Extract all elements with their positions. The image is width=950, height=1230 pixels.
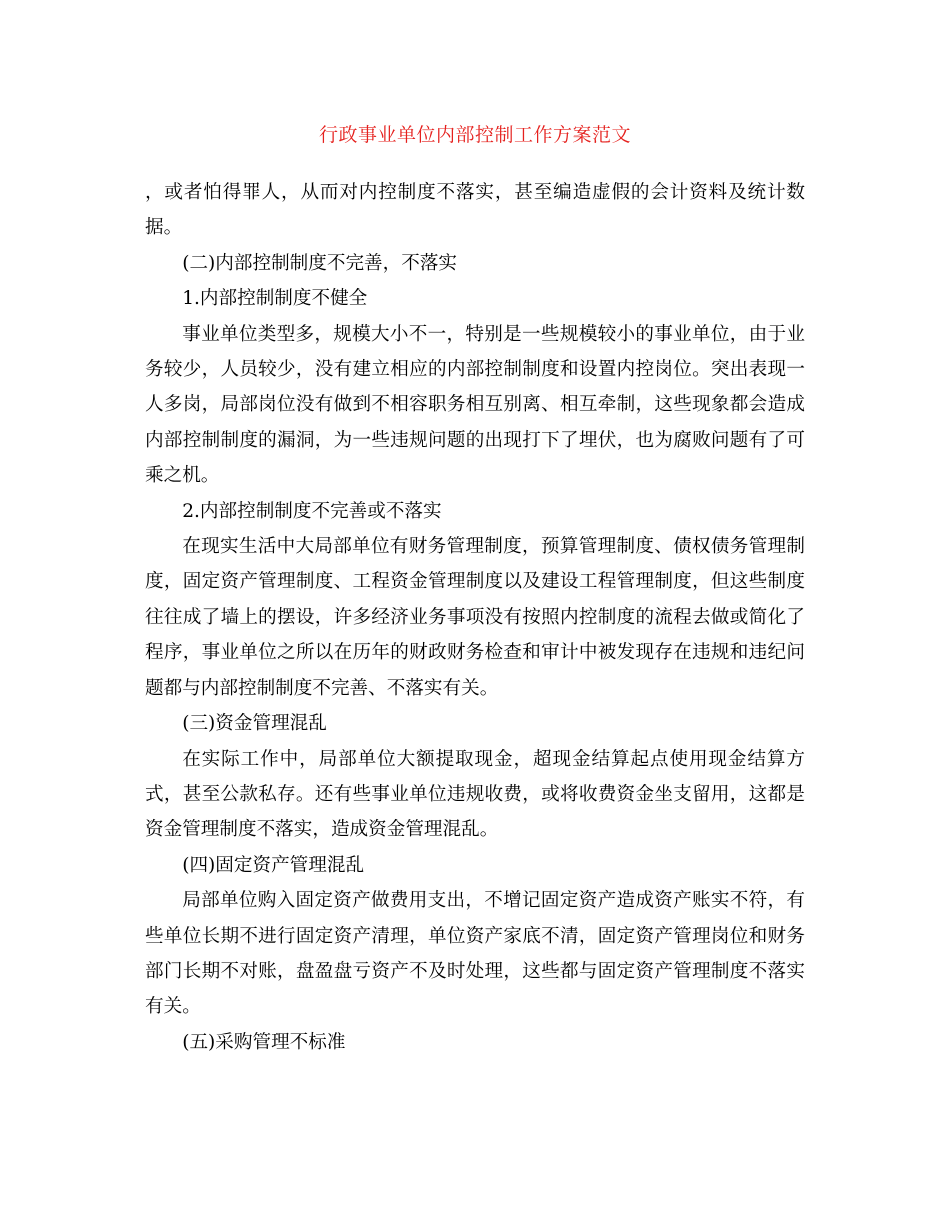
section-heading: (三)资金管理混乱 <box>182 713 327 735</box>
section-heading: (五)采购管理不标准 <box>182 1031 346 1053</box>
section-heading: 1.内部控制制度不健全 <box>182 288 368 310</box>
section-heading: (二)内部控制制度不完善，不落实 <box>182 252 458 274</box>
body-paragraph: 事业单位类型多，规模大小不一，特别是一些规模较小的事业单位，由于业务较少，人员较少，没有建立相应的内部控制制度和设置内控岗位。突出表现一人多岗，局部岗位没有做到不相容职务相互别离、相互牵制，这些现象都会造成内部控制制度的漏洞，为一些违规问题的出现打下了埋伏，也为腐败问题有了可乘之机。 <box>145 323 805 487</box>
body-paragraph: 在现实生活中大局部单位有财务管理制度，预算管理制度、债权债务管理制度，固定资产管理制度、工程资金管理制度以及建设工程管理制度，但这些制度往往成了墙上的摆设，许多经济业务事项没有按照内控制度的流程去做或简化了程序，事业单位之所以在历年的财政财务检查和审计中被发现存在违规和违纪问题都与内部控制制度不完善、不落实有关。 <box>145 536 805 699</box>
document-body <box>145 175 805 1060</box>
section-heading: 2.内部控制制度不完善或不落实 <box>182 500 442 522</box>
body-paragraph: ，或者怕得罪人，从而对内控制度不落实，甚至编造虚假的会计资料及统计数据。 <box>145 182 805 239</box>
body-paragraph: 在实际工作中，局部单位大额提取现金，超现金结算起点使用现金结算方式，甚至公款私存。还有些事业单位违规收费，或将收费资金坐支留用，这都是资金管理制度不落实，造成资金管理混乱。 <box>145 748 805 841</box>
section-heading: (四)固定资产管理混乱 <box>182 854 365 876</box>
body-paragraph: 局部单位购入固定资产做费用支出，不增记固定资产造成资产账实不符，有些单位长期不进行固定资产清理，单位资产家底不清，固定资产管理岗位和财务部门长期不对账，盘盈盘亏资产不及时处理，这些都与固定资产管理制度不落实有关。 <box>145 890 805 1018</box>
document-title: 行政事业单位内部控制工作方案范文 <box>318 124 631 146</box>
